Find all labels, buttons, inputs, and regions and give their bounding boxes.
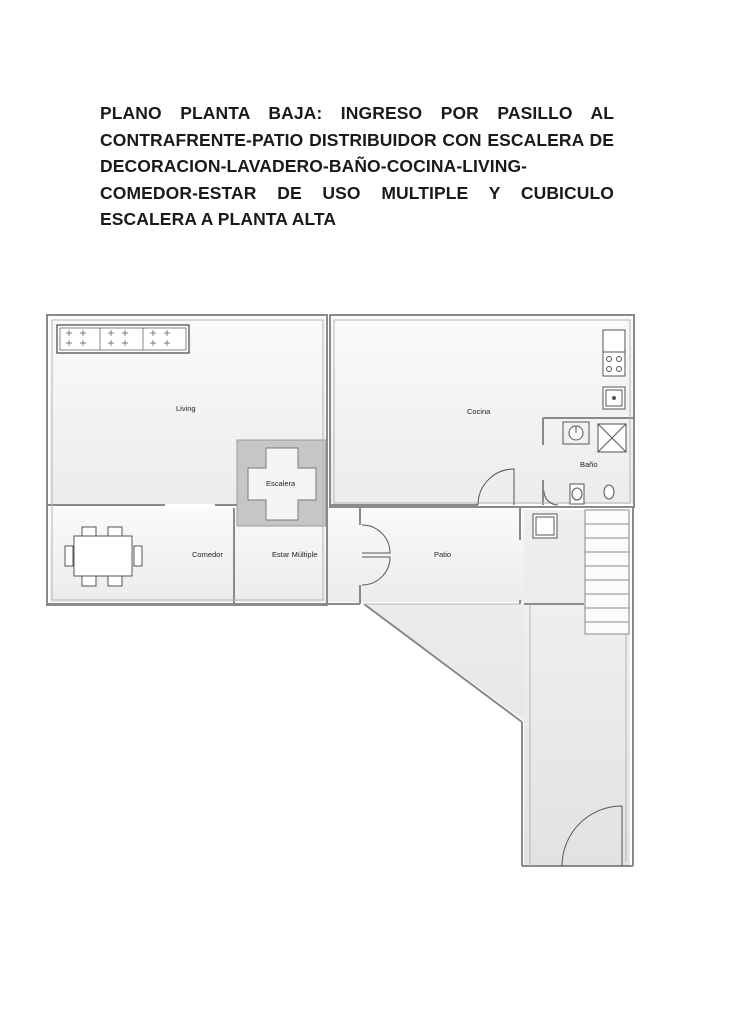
plan-title: PLANO PLANTA BAJA: INGRESO POR PASILLO AL CONTRAFRENTE-PATIO DISTRIBUIDOR CON ESCALERA DE DECORACION-LAVADERO-BAÑO-COCINA-LIVING-COMEDOR-ESTAR DE USO MULTIPLE Y CUBICULO ESCALERA A PLANTA ALTA — [100, 103, 614, 229]
sofa — [57, 325, 189, 353]
kitchen-appliances — [603, 330, 625, 409]
washing-machine — [533, 514, 557, 538]
living-label: Living — [176, 404, 196, 413]
escalera-label: Escalera — [266, 479, 296, 488]
patio-label: Patio — [434, 550, 452, 559]
floor-areas — [50, 318, 633, 866]
comedor-label: Comedor — [192, 550, 223, 559]
estar-multiple-label: Estar Múltiple — [272, 550, 318, 559]
bano-label: Baño — [580, 460, 598, 469]
stair-to-upper-floor — [585, 510, 629, 634]
cocina-label: Cocina — [467, 407, 491, 416]
